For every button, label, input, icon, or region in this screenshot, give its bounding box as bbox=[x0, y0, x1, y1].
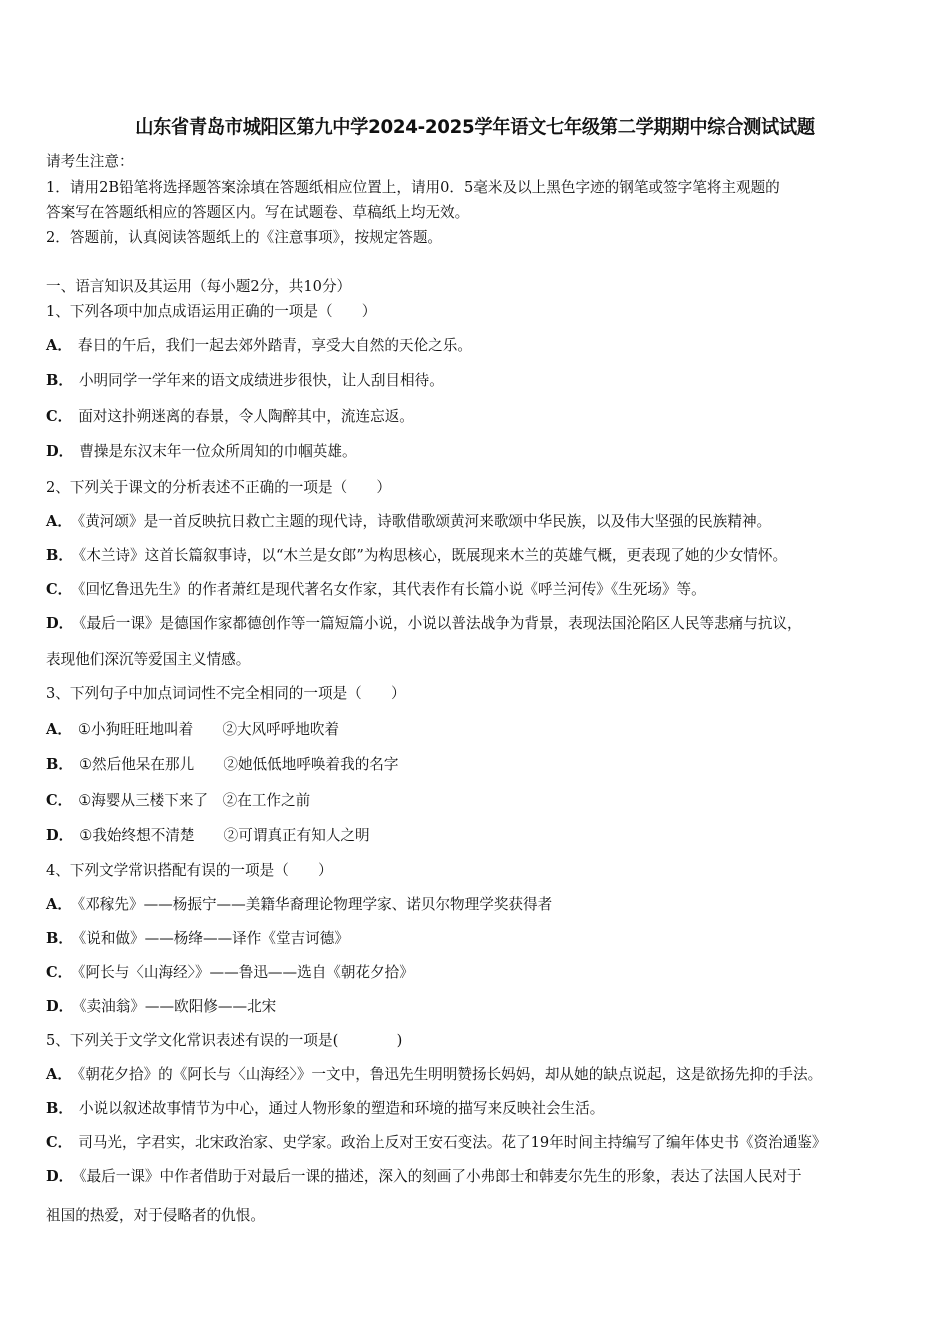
option-text: 《黄河颂》是一首反映抗日救亡主题的现代诗，诗歌借歌颂黄河来歌颂中华民族，以及伟大坚强的民族精神。 bbox=[77, 513, 772, 530]
option-label: B． bbox=[46, 1100, 73, 1117]
option-a bbox=[46, 336, 472, 356]
option-label: C． bbox=[46, 964, 73, 981]
option-a bbox=[46, 512, 771, 532]
option-d-cont: 祖国的热爱，对于侵略者的仇恨。 bbox=[46, 1207, 265, 1224]
option-label: B． bbox=[46, 756, 73, 773]
notice-item-1-cont: 答案写在答题纸相应的答题区内。写在试题卷、草稿纸上均无效。 bbox=[46, 204, 470, 221]
option-label: C． bbox=[46, 408, 73, 425]
option-text: 司马光，字君实，北宋政治家、史学家。政治上反对王安石变法。花了19年时间主持编写了编年体史书《资治通鉴》 bbox=[78, 1134, 827, 1151]
option-text: 小明同学一学年来的语文成绩进步很快，让人刮目相待。 bbox=[78, 372, 444, 389]
option-label: C． bbox=[46, 792, 73, 809]
option-d-cont: 表现他们深沉等爱国主义情感。 bbox=[46, 651, 251, 668]
notice-heading: 请考生注意： bbox=[46, 153, 134, 170]
option-text: 曹操是东汉末年一位众所周知的巾帼英雄。 bbox=[79, 443, 357, 460]
option-a bbox=[46, 895, 552, 915]
option-text: 面对这扑朔迷离的春景，令人陶醉其中，流连忘返。 bbox=[78, 408, 414, 425]
notice-item-2: 2．答题前，认真阅读答题纸上的《注意事项》，按规定答题。 bbox=[46, 229, 443, 246]
option-label: A． bbox=[46, 1066, 72, 1083]
option-c bbox=[46, 407, 414, 427]
option-d bbox=[46, 997, 276, 1017]
question-stem: 3、下列句子中加点词词性不完全相同的一项是（ ） bbox=[46, 685, 406, 702]
option-b bbox=[46, 546, 787, 566]
option-text: ①我始终想不清楚 ②可谓真正有知人之明 bbox=[79, 827, 370, 844]
option-text: ①小狗旺旺地叫着 ②大风呼呼地吹着 bbox=[77, 721, 340, 738]
option-b bbox=[46, 755, 399, 775]
option-text: ①然后他呆在那儿 ②她低低地呼唤着我的名字 bbox=[78, 756, 399, 773]
option-d bbox=[46, 826, 370, 846]
option-label: D． bbox=[46, 827, 74, 844]
option-label: D． bbox=[46, 443, 74, 460]
option-label: C． bbox=[46, 581, 73, 598]
question-stem: 5、下列关于文学文化常识表述有误的一项是( ) bbox=[46, 1032, 403, 1049]
section-heading: 一、语言知识及其运用（每小题2分，共10分） bbox=[46, 278, 352, 295]
option-d bbox=[46, 614, 802, 634]
option-text: 《阿长与〈山海经〉》——鲁迅——选自《朝花夕拾》 bbox=[78, 964, 414, 981]
option-b bbox=[46, 929, 349, 949]
option-label: D． bbox=[46, 998, 74, 1015]
option-a bbox=[46, 720, 339, 740]
option-text: 《最后一课》是德国作家都德创作等一篇短篇小说，小说以普法战争为背景，表现法国沦陷区人民等悲痛与抗议， bbox=[79, 615, 802, 632]
option-c bbox=[46, 791, 310, 811]
option-text: 《卖油翁》——欧阳修——北宋 bbox=[79, 998, 277, 1015]
option-text: 小说以叙述故事情节为中心，通过人物形象的塑造和环境的描写来反映社会生活。 bbox=[78, 1100, 605, 1117]
option-text: 《最后一课》中作者借助于对最后一课的描述，深入的刻画了小弗郎士和韩麦尔先生的形象，表达了法国人民对于 bbox=[79, 1168, 802, 1185]
option-b bbox=[46, 1099, 604, 1119]
option-c bbox=[46, 1133, 826, 1153]
notice-item-1: 1．请用2B铅笔将选择题答案涂填在答题纸相应位置上，请用0．5毫米及以上黑色字迹的钢笔或签字笔将主观题的 bbox=[46, 179, 780, 196]
option-text: 《邓稼先》——杨振宁——美籍华裔理论物理学家、诺贝尔物理学奖获得者 bbox=[77, 896, 553, 913]
option-b bbox=[46, 371, 444, 391]
option-text: ①海婴从三楼下来了 ②在工作之前 bbox=[78, 792, 311, 809]
option-label: C． bbox=[46, 1134, 73, 1151]
option-text: 春日的午后，我们一起去郊外踏青，享受大自然的天伦之乐。 bbox=[77, 337, 472, 354]
question-stem: 4、下列文学常识搭配有误的一项是（ ） bbox=[46, 862, 333, 879]
question-stem: 2、下列关于课文的分析表述不正确的一项是（ ） bbox=[46, 479, 391, 496]
option-d bbox=[46, 442, 357, 462]
page-title: 山东省青岛市城阳区第九中学2024-2025学年语文七年级第二学期期中综合测试试题 bbox=[135, 116, 815, 138]
option-text: 《说和做》——杨绛——译作《堂吉诃德》 bbox=[78, 930, 349, 947]
option-text: 《朝花夕拾》的《阿长与〈山海经〉》一文中，鲁迅先生明明赞扬长妈妈，却从她的缺点说起，这是欲扬先抑的手法。 bbox=[77, 1066, 823, 1083]
option-label: A． bbox=[46, 896, 72, 913]
option-label: A． bbox=[46, 337, 72, 354]
option-c bbox=[46, 963, 414, 983]
option-label: B． bbox=[46, 372, 73, 389]
option-label: B． bbox=[46, 930, 73, 947]
option-a bbox=[46, 1065, 822, 1085]
option-label: D． bbox=[46, 615, 74, 632]
question-stem: 1、下列各项中加点成语运用正确的一项是（ ） bbox=[46, 303, 377, 320]
option-c bbox=[46, 580, 706, 600]
option-text: 《木兰诗》这首长篇叙事诗，以“木兰是女郎”为构思核心，既展现来木兰的英雄气概，更表现了她的少女情怀。 bbox=[78, 547, 788, 564]
option-d bbox=[46, 1167, 802, 1187]
option-label: A． bbox=[46, 513, 72, 530]
option-label: B． bbox=[46, 547, 73, 564]
option-label: A． bbox=[46, 721, 72, 738]
option-text: 《回忆鲁迅先生》的作者萧红是现代著名女作家，其代表作有长篇小说《呼兰河传》《生死场》等。 bbox=[78, 581, 706, 598]
option-label: D． bbox=[46, 1168, 74, 1185]
